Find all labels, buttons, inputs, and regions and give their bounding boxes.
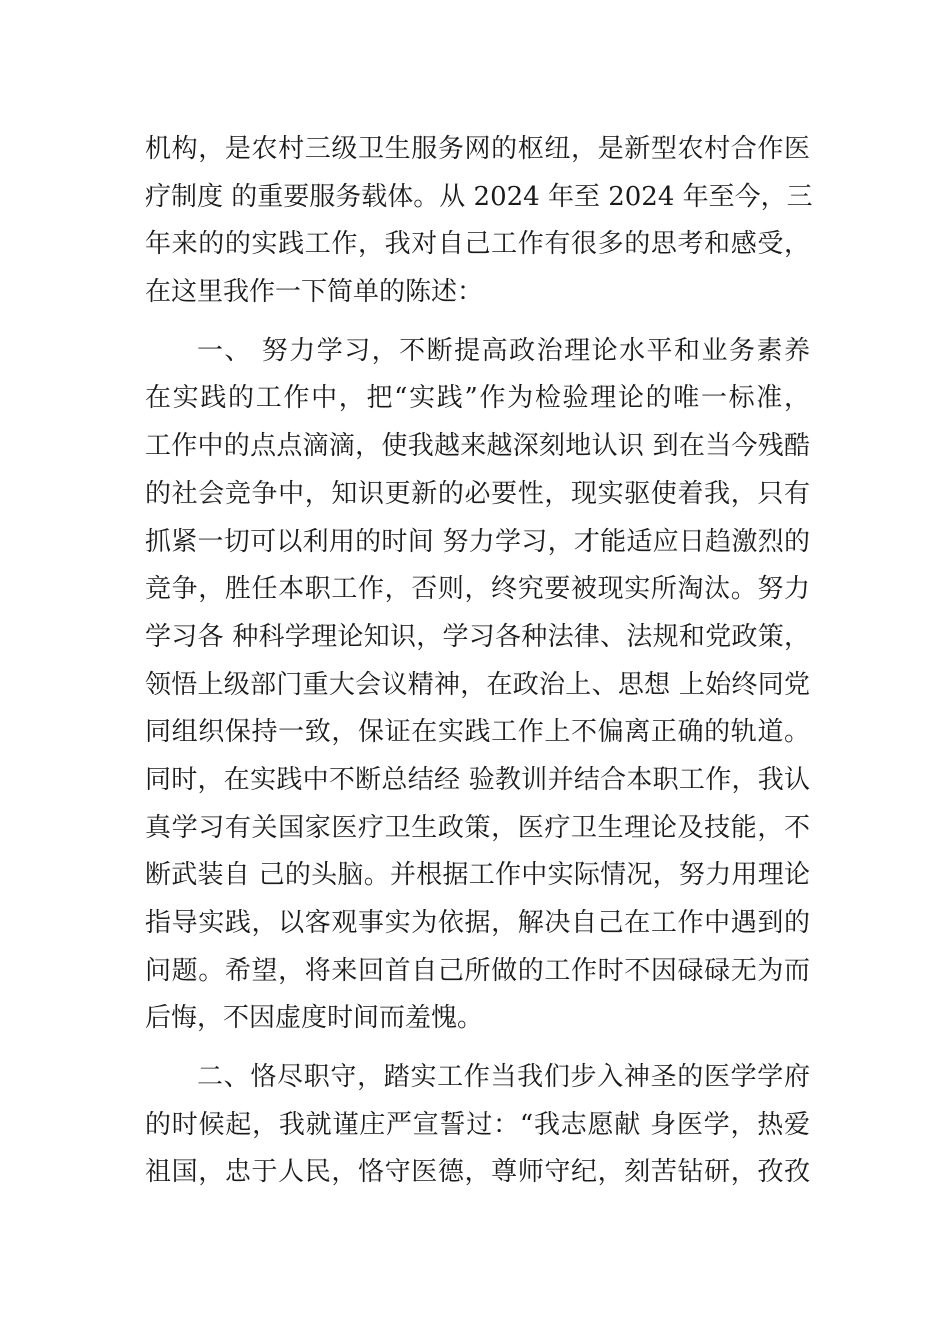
paragraph-line: 指导实践，以客观事实为依据，解决自己在工作中遇到的 [145,908,810,938]
paragraph-gap [145,1043,810,1054]
paragraph-line: 真学习有关国家医疗卫生政策，医疗卫生理论及技能，不 [145,812,810,843]
section-heading-line: 一、 努力学习，不断提高政治理论水平和业务素养 [197,335,810,366]
paragraph-line: 在这里我作一下简单的陈述： [145,277,484,308]
document-body [145,126,813,1197]
paragraph-line: 同时，在实践中不断总结经 验教训并结合本职工作，我认 [145,764,810,795]
section-heading-line: 二、恪尽职守，踏实工作当我们步入神圣的医学学府 [197,1062,810,1093]
paragraph-line: 同组织保持一致，保证在实践工作上不偏离正确的轨道。 [145,717,810,748]
paragraph-line: 后悔，不因虚度时间而羞愧。 [145,1003,484,1034]
paragraph-line: 疗制度 的重要服务载体。从 2024 年至 2024 年至今，三 [145,181,813,212]
paragraph-line: 机构，是农村三级卫生服务网的枢纽，是新型农村合作医 [145,134,810,164]
paragraph-line: 年来的的实践工作，我对自己工作有很多的思考和感受， [145,229,810,260]
paragraph-line: 祖国，忠于人民，恪守医德，尊师守纪，刻苦钻研，孜孜 [145,1157,810,1188]
paragraph-line: 的时候起，我就谨庄严宣誓过：“我志愿献 身医学，热爱 [145,1109,810,1140]
paragraph-line: 问题。希望，将来回首自己所做的工作时不因碌碌无为而 [145,955,810,986]
paragraph-line: 在实践的工作中，把“实践”作为检验理论的唯一标准， [145,383,810,414]
paragraph-gap [145,317,810,328]
paragraph-line: 抓紧一切可以利用的时间 努力学习，才能适应日趋激烈的 [145,526,810,557]
paragraph-line: 的社会竞争中，知识更新的必要性，现实驱使着我，只有 [145,478,810,509]
paragraph-line: 竞争，胜任本职工作，否则，终究要被现实所淘汰。努力 [145,574,810,605]
paragraph-line: 领悟上级部门重大会议精神，在政治上、思想 上始终同党 [145,669,810,700]
paragraph-line: 断武装自 己的头脑。并根据工作中实际情况，努力用理论 [145,860,810,891]
paragraph-line: 工作中的点点滴滴，使我越来越深刻地认识 到在当今残酷 [145,431,810,462]
paragraph-line: 学习各 种科学理论知识，学习各种法律、法规和党政策， [145,621,810,652]
